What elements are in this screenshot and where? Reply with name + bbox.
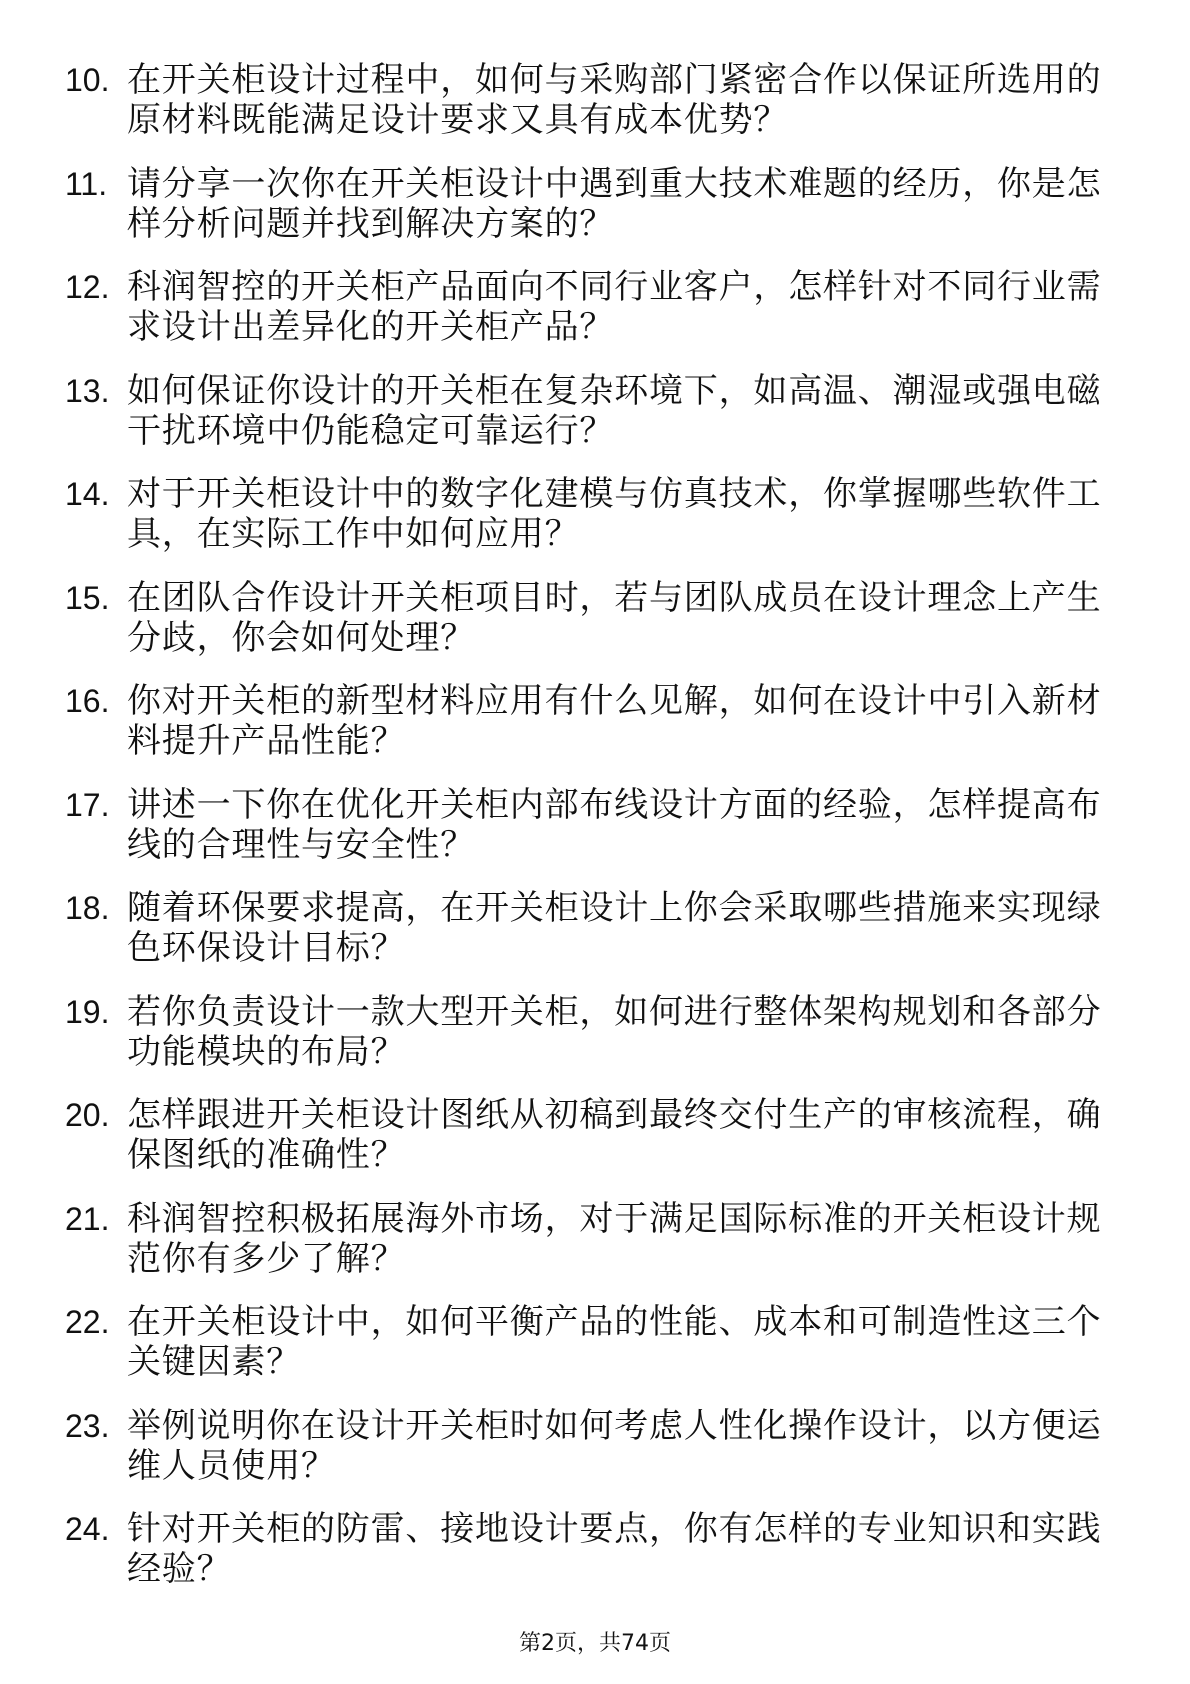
question-line: 如何保证你设计的开关柜在复杂环境下，如高温、潮湿或强电磁 [127, 370, 1102, 411]
question-line: 在团队合作设计开关柜项目时，若与团队成员在设计理念上产生 [127, 577, 1102, 618]
question-number: 11. [65, 165, 108, 202]
question-number: 20. [65, 1097, 110, 1133]
question-text [127, 1199, 1125, 1279]
question-number: 22. [65, 1304, 110, 1340]
question-item [65, 1199, 1125, 1279]
question-line: 线的合理性与安全性？ [127, 824, 475, 865]
question-line: 科润智控积极拓展海外市场，对于满足国际标准的开关柜设计规 [127, 1198, 1102, 1239]
question-line: 保图纸的准确性？ [127, 1135, 406, 1175]
page-footer: 第2页，共74页 [519, 1631, 671, 1656]
question-line: 怎样跟进开关柜设计图纸从初稿到最终交付生产的审核流程，确 [127, 1095, 1102, 1135]
question-line: 干扰环境中仍能稳定可靠运行？ [127, 410, 615, 451]
question-item [65, 785, 1125, 865]
question-line: 功能模块的布局？ [127, 1031, 406, 1072]
question-line: 料提升产品性能？ [127, 721, 406, 761]
question-line: 讲述一下你在优化开关柜内部布线设计方面的经验，怎样提高布 [127, 784, 1102, 825]
question-text [127, 164, 1125, 244]
question-item [65, 992, 1125, 1072]
question-item [65, 888, 1125, 968]
question-item [65, 1095, 1125, 1175]
question-number: 19. [65, 993, 110, 1030]
question-text [127, 1095, 1125, 1175]
question-line: 针对开关柜的防雷、接地设计要点，你有怎样的专业知识和实践 [127, 1509, 1102, 1549]
question-item [65, 1302, 1125, 1382]
question-line: 色环保设计目标？ [127, 928, 406, 968]
question-number: 18. [65, 890, 110, 926]
question-line: 对于开关柜设计中的数字化建模与仿真技术，你掌握哪些软件工 [127, 474, 1102, 514]
question-text [127, 578, 1125, 658]
question-text [127, 1302, 1125, 1382]
question-item [65, 474, 1125, 554]
question-item [65, 267, 1125, 347]
question-number: 24. [65, 1511, 110, 1547]
question-text [127, 371, 1125, 451]
question-number: 14. [65, 476, 110, 512]
question-line: 科润智控的开关柜产品面向不同行业客户，怎样针对不同行业需 [127, 267, 1102, 307]
question-text [127, 60, 1125, 140]
question-item [65, 1406, 1125, 1486]
question-text [127, 992, 1125, 1072]
question-text [127, 888, 1125, 968]
question-item [65, 578, 1125, 658]
question-item [65, 371, 1125, 451]
question-line: 请分享一次你在开关柜设计中遇到重大技术难题的经历，你是怎 [127, 163, 1102, 204]
question-line: 在开关柜设计中，如何平衡产品的性能、成本和可制造性这三个 [127, 1302, 1102, 1342]
question-line: 若你负责设计一款大型开关柜，如何进行整体架构规划和各部分 [127, 991, 1102, 1032]
question-line: 范你有多少了解？ [127, 1238, 406, 1279]
question-item [65, 164, 1125, 244]
question-number: 17. [65, 786, 110, 823]
question-number: 10. [65, 62, 110, 98]
question-number: 23. [65, 1407, 110, 1444]
question-number: 13. [65, 372, 110, 409]
question-line: 具，在实际工作中如何应用？ [127, 514, 580, 554]
question-number: 15. [65, 579, 110, 616]
question-line: 举例说明你在设计开关柜时如何考虑人性化操作设计，以方便运 [127, 1405, 1102, 1446]
question-line: 在开关柜设计过程中，如何与采购部门紧密合作以保证所选用的 [127, 60, 1102, 100]
question-number: 12. [65, 269, 110, 305]
question-line: 你对开关柜的新型材料应用有什么见解，如何在设计中引入新材 [127, 681, 1102, 721]
question-text [127, 1509, 1125, 1589]
question-line: 关键因素？ [127, 1342, 301, 1382]
question-line: 随着环保要求提高，在开关柜设计上你会采取哪些措施来实现绿 [127, 888, 1102, 928]
question-number: 21. [65, 1200, 110, 1237]
question-line: 样分析问题并找到解决方案的？ [127, 203, 615, 244]
question-list [65, 60, 1125, 1613]
question-text [127, 267, 1125, 347]
question-line: 分歧，你会如何处理？ [127, 617, 475, 658]
question-item [65, 60, 1125, 140]
question-text [127, 1406, 1125, 1486]
question-item [65, 681, 1125, 761]
question-item [65, 1509, 1125, 1589]
question-text [127, 474, 1125, 554]
question-text [127, 785, 1125, 865]
question-number: 16. [65, 683, 110, 719]
question-line: 经验？ [127, 1549, 232, 1589]
question-line: 原材料既能满足设计要求又具有成本优势？ [127, 100, 789, 140]
question-line: 维人员使用？ [127, 1445, 336, 1486]
question-text [127, 681, 1125, 761]
question-line: 求设计出差异化的开关柜产品？ [127, 307, 615, 347]
